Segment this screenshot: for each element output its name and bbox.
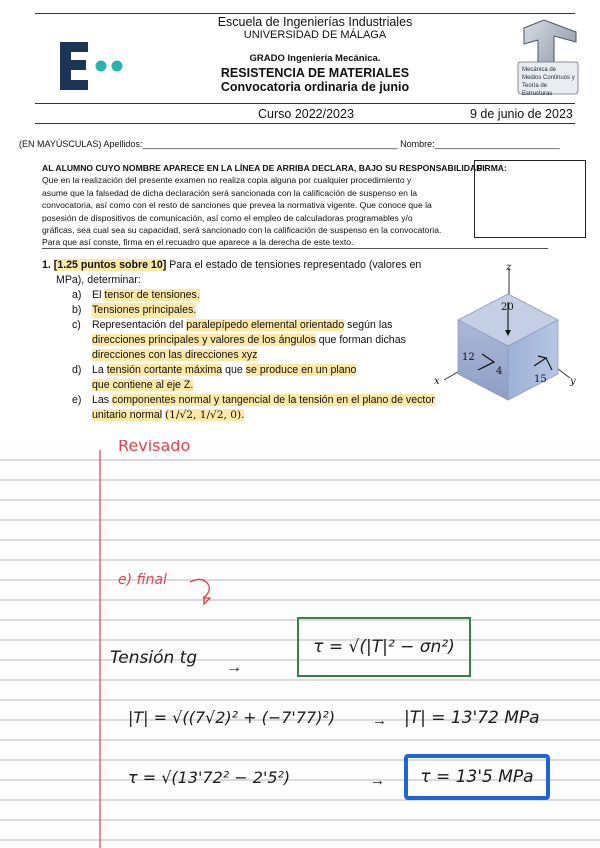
subject-title: RESISTENCIA DE MATERIALES (220, 66, 410, 80)
axis-z-label: z (506, 262, 512, 273)
declaration (42, 162, 486, 249)
part-e-label: e) final (118, 572, 167, 588)
course-year: Curso 2022/2023 (258, 107, 354, 121)
item-b-highlight: Tensiones principales. (92, 303, 196, 318)
sigma-y-value: 15 (534, 374, 547, 385)
tau-front-value: 4 (496, 366, 503, 377)
university-name: UNIVERSIDAD DE MÁLAGA (243, 29, 387, 41)
declaration-line: convocatoria, así como con el resto de sanciones que prevea la normativa vigente. Que conoce que la (42, 200, 432, 211)
item-label: d) (72, 364, 82, 377)
declaration-line: Para que así conste, firma en el recuadro que aparece a la derecha de este texto. (42, 237, 354, 248)
dept-logo-line: Teoría de Estructuras (522, 83, 553, 97)
item-e-text: Las (92, 394, 113, 407)
shear-equation: τ = √(13'72² − 2'5²) (128, 768, 291, 787)
sigma-z-value: 20 (501, 302, 514, 313)
axis-y-label: y (570, 376, 576, 387)
item-c-text: que forman dichas (315, 334, 406, 347)
declaration-line: posesión de dispositivos de comunicación, así como el empleo de calculadoras programables y/o (42, 212, 413, 223)
name-field-line[interactable]: (EN MAYÚSCULAS) Apellidos:___________________________________________________ Nombre:_________________________ (19, 139, 560, 149)
question-points: [1.25 puntos sobre 10] (53, 259, 167, 271)
item-d-text: que (222, 364, 246, 377)
item-e-highlight: unitario normal (92, 409, 163, 422)
item-d-highlight: tensión cortante máxima (106, 364, 223, 377)
school-logo (58, 40, 128, 92)
item-c-highlight: paralepípedo elemental orientado (186, 319, 345, 332)
dept-logo-line: Medios Continuos y (522, 75, 575, 81)
tau-left-value: 12 (462, 352, 475, 363)
axis-x-label: x (434, 376, 440, 387)
declaration-title: AL ALUMNO CUYO NOMBRE APARECE EN LA LÍNEA DE ARRIBA DECLARA, BAJO SU RESPONSABILIDAD: (42, 163, 486, 173)
declaration-line: asume que la falsedad de dicha declaración será sancionada con la calificación de suspenso en la (42, 187, 418, 198)
resultant-equation: |T| = √((7√2)² + (−7'77)²) (128, 708, 336, 727)
item-d-text: La (92, 364, 107, 377)
tangential-stress-label: Tensión tg (110, 648, 198, 668)
item-c-highlight: direcciones principales y valores de los ángulos (92, 334, 316, 347)
arrow-icon: → (372, 712, 387, 729)
resultant-value: |T| = 13'72 MPa (404, 708, 540, 728)
item-d-highlight: se produce en un plano (245, 364, 357, 377)
item-label: a) (72, 289, 82, 302)
school-name: Escuela de Ingenierías Industriales (217, 15, 413, 29)
question-intro: Para el estado de tensiones representado (valores en (166, 259, 422, 271)
item-a-text: El (92, 289, 105, 302)
arrow-icon: → (370, 772, 385, 789)
item-c-highlight: direcciones con las direcciones xyz (92, 349, 258, 362)
formula-box: τ = √(|T|² − σn²) (297, 617, 471, 677)
item-a-highlight: tensor de tensiones. (104, 289, 200, 302)
final-answer-box: τ = 13'5 MPa (404, 754, 550, 800)
signature-box[interactable] (474, 160, 586, 238)
item-label: e) (72, 394, 82, 407)
top-rule (35, 13, 575, 14)
normal-vector: (1/√2, 1/√2, 0). (165, 409, 245, 422)
question-number: 1. (42, 259, 51, 271)
question-1 (42, 258, 435, 423)
session-title: Convocatoria ordinaria de junio (220, 80, 410, 94)
exam-date: 9 de junio de 2023 (470, 107, 573, 121)
declaration-line: Que en la realización del presente examen no realiza copia alguna por cualquier procedimiento y (42, 175, 412, 186)
item-label: b) (72, 304, 82, 317)
answer-sheet (0, 440, 600, 848)
item-d-highlight: que contiene al eje Z. (92, 379, 194, 392)
item-c-text: Representación del (92, 319, 187, 332)
declaration-rule (42, 248, 548, 249)
item-e-highlight: componentes normal y tangencial de la tensión en el plano de vector (112, 394, 435, 407)
declaration-line: gráficas, sea cual sea su capacidad, será sancionado con la calificación de suspenso en la convocatoria. (42, 225, 442, 236)
degree-name: GRADO Ingeniería Mecánica. (249, 53, 381, 64)
stress-cube-diagram (430, 262, 590, 412)
item-c-text: según las (344, 319, 393, 332)
signature-label: FIRMA: (477, 163, 507, 173)
reviewed-mark: Revisado (118, 440, 191, 455)
header-rule-bottom (35, 123, 575, 124)
arrow-icon: → (226, 659, 242, 676)
department-logo (514, 18, 586, 98)
dept-logo-line: Mecánica de (522, 67, 557, 73)
question-intro-2: MPa), determinar: (56, 274, 141, 287)
header-rule (35, 103, 575, 104)
item-label: c) (72, 319, 81, 332)
